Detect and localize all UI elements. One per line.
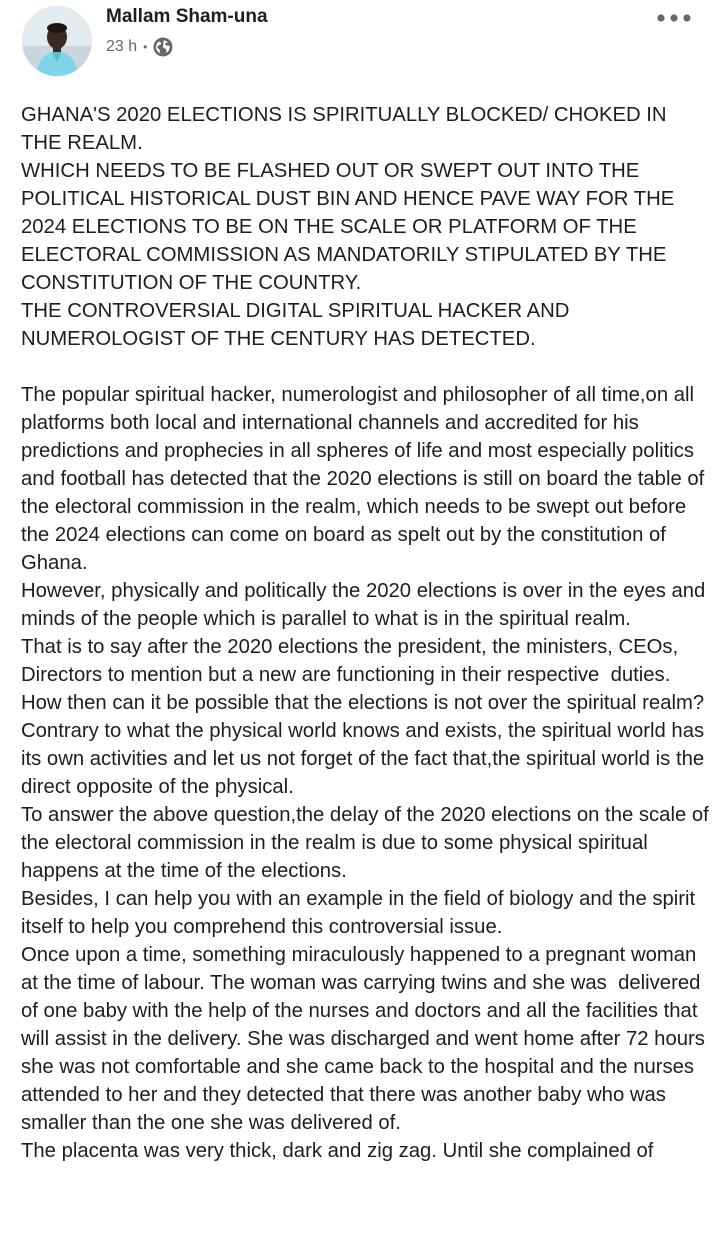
- headline-line-2: WHICH NEEDS TO BE FLASHED OUT OR SWEPT OUT INTO THE POLITICAL HISTORICAL DUST BIN AND HENCE PAVE WAY FOR THE 2024 ELECTIONS TO BE ON THE SCALE OR PLATFORM OF THE ELECTORAL COMMISSION AS MANDATORILY STIPULATED BY THE CONSTITUTION OF THE COUNTRY.: [21, 160, 680, 294]
- author-name[interactable]: Mallam Sham-una: [106, 6, 268, 27]
- body-paragraph: The placenta was very thick, dark and zig zag. Until she complained of: [21, 1140, 654, 1162]
- body-paragraph: However, physically and politically the 2020 elections is over in the eyes and minds of the people which is parallel to what is in the spiritual realm.: [21, 580, 711, 630]
- meta-separator: •: [143, 40, 148, 54]
- body-paragraph: The popular spiritual hacker, numerologist and philosopher of all time,on all platforms both local and international channels and accredited for his predictions and prophecies in all spheres of life and most especially politics and football has detected that the 2020 elections is still on board the table of the electoral commission in the realm, which needs to be swept out before the 2024 elections can come on board as spelt out by the constitution of Ghana.: [21, 384, 710, 574]
- headline-line-1: GHANA'S 2020 ELECTIONS IS SPIRITUALLY BLOCKED/ CHOKED IN THE REALM.: [21, 104, 672, 154]
- body-paragraph: That is to say after the 2020 elections the president, the ministers, CEOs, Directors to mention but a new are functioning in their respective duties. How then can it be possible that the elections is not over the spiritual realm?: [21, 636, 705, 714]
- paragraph-gap: [21, 353, 711, 381]
- profile-photo-icon: [22, 6, 92, 76]
- post-text: [21, 101, 715, 1165]
- author-avatar[interactable]: [22, 6, 92, 76]
- body-paragraph: Besides, I can help you with an example in the field of biology and the spirit itself to help you comprehend this controversial issue.: [21, 888, 701, 938]
- post-header: [0, 0, 720, 90]
- globe-icon[interactable]: [153, 37, 173, 57]
- body-paragraph: To answer the above question,the delay of the 2020 elections on the scale of the electoral commission in the realm is due to some physical spiritual happens at the time of the elections.: [21, 804, 715, 882]
- more-options-icon: [657, 14, 691, 22]
- body-paragraph: Once upon a time, something miraculously happened to a pregnant woman at the time of labour. The woman was carrying twins and she was delivered of one baby with the help of the nurses and doctors and all the facilities that will assist in the delivery. She was discharged and went home after 72 hours she was not comfortable and she came back to the hospital and the nurses attended to her and they detected that there was another baby who was smaller than the one she was delivered of.: [21, 944, 711, 1134]
- headline-line-3: THE CONTROVERSIAL DIGITAL SPIRITUAL HACKER AND NUMEROLOGIST OF THE CENTURY HAS DETECTED.: [21, 300, 576, 350]
- more-options-button[interactable]: [654, 8, 694, 28]
- post-meta: [106, 36, 173, 58]
- body-paragraph: Contrary to what the physical world knows and exists, the spiritual world has its own activities and let us not forget of the fact that,the spiritual world is the direct opposite of the physical.: [21, 720, 710, 798]
- post-timestamp[interactable]: 23 h: [106, 38, 138, 55]
